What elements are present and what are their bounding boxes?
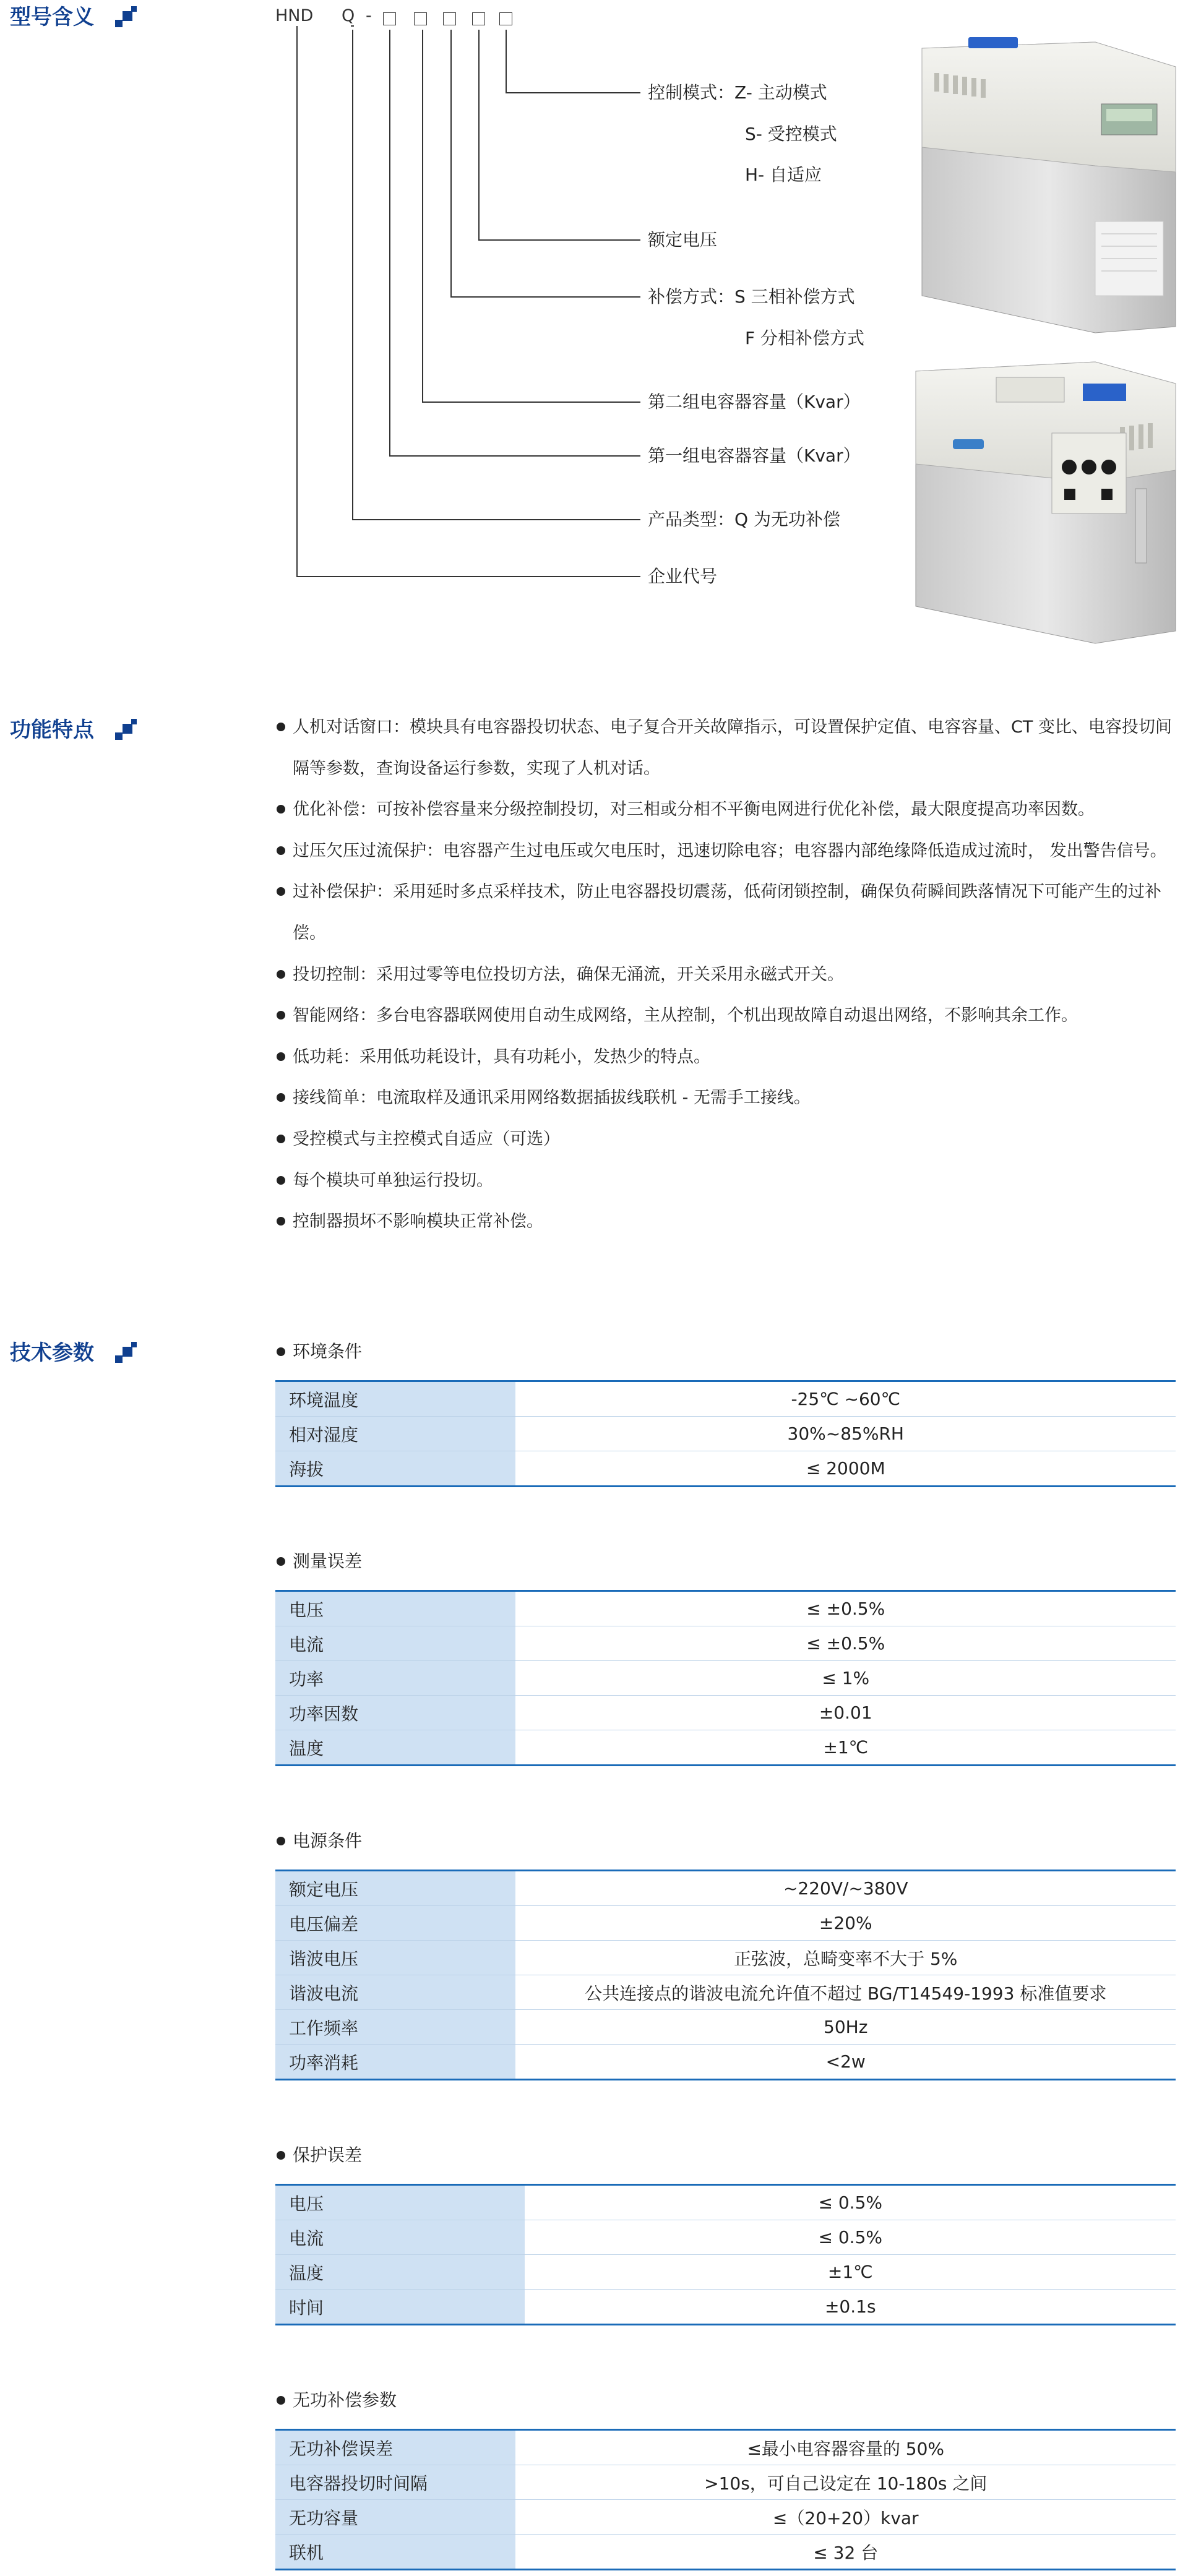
feature-item: 每个模块可单独运行投切。: [275, 1161, 1179, 1202]
table-row: [275, 1975, 1176, 2010]
param-label: 海拔: [275, 1451, 515, 1487]
section-title-features-text: 功能特点: [10, 718, 94, 742]
param-group-reactive-compensation: [275, 2388, 1176, 2563]
param-value: 正弦波，总畸变率不大于 5%: [515, 1941, 1176, 1975]
param-group-protection-error: [275, 2143, 1176, 2318]
param-label: 功率因数: [275, 1696, 515, 1730]
param-table: [275, 2184, 1176, 2325]
table-row: [275, 2185, 1176, 2220]
param-value: ±1℃: [515, 1730, 1176, 1766]
feature-item: 过压欠压过流保护：电容器产生过电压或欠电压时，迅速切除电容；电容器内部绝缘降低造成过流时， 发出警告信号。: [275, 831, 1179, 872]
legend-second-group-capacity: 第二组电容器容量（Kvar）: [648, 392, 861, 412]
table-row: [275, 1591, 1176, 1626]
legend-compensation-mode-f: F 分相补偿方式: [745, 328, 865, 348]
feature-item: 投切控制：采用过零等电位投切方法，确保无涌流，开关采用永磁式开关。: [275, 955, 1179, 996]
table-row: [275, 1626, 1176, 1661]
model-code-prefix: HND: [275, 6, 314, 25]
param-label: 谐波电压: [275, 1941, 515, 1975]
param-value: >10s，可自己设定在 10-180s 之间: [515, 2465, 1176, 2500]
param-label: 电压: [275, 2185, 525, 2220]
param-value: ≤ ±0.5%: [515, 1626, 1176, 1661]
feature-item: 优化补偿：可按补偿容量来分级控制投切，对三相或分相不平衡电网进行优化补偿，最大限度提高功率因数。: [275, 789, 1179, 831]
param-label: 工作频率: [275, 2010, 515, 2045]
legend-control-mode: 控制模式：Z- 主动模式: [648, 82, 827, 103]
param-value: ±0.01: [515, 1696, 1176, 1730]
param-group-title: 环境条件: [275, 1339, 1176, 1364]
table-row: [275, 1871, 1176, 1906]
param-group-power-supply: [275, 1829, 1176, 2073]
legend-rated-voltage: 额定电压: [648, 230, 718, 250]
param-group-title: 测量误差: [275, 1549, 1176, 1574]
feature-item: 低功耗：采用低功耗设计，具有功耗小，发热少的特点。: [275, 1037, 1179, 1078]
section-title-model-text: 型号含义: [10, 5, 94, 30]
legend-control-mode-h: H- 自适应: [745, 165, 822, 185]
param-label: 电流: [275, 2220, 525, 2255]
param-table: [275, 1380, 1176, 1487]
feature-list: [275, 707, 1179, 1243]
table-row: [275, 1696, 1176, 1730]
param-value: ~220V/~380V: [515, 1871, 1176, 1906]
table-row: [275, 2535, 1176, 2570]
param-value: 30%~85%RH: [515, 1417, 1176, 1451]
feature-item: 智能网络：多台电容器联网使用自动生成网络，主从控制，个机出现故障自动退出网络，不影响其余工作。: [275, 995, 1179, 1037]
table-row: [275, 2255, 1176, 2290]
table-row: [275, 1661, 1176, 1696]
param-value: ±1℃: [525, 2255, 1176, 2290]
product-image-capacitor-switch: [910, 359, 1182, 650]
legend-compensation-mode: 补偿方式：S 三相补偿方式: [648, 286, 855, 307]
table-row: [275, 2010, 1176, 2045]
model-code-dash: -: [366, 6, 372, 25]
param-value: <2w: [515, 2045, 1176, 2080]
table-row: [275, 1730, 1176, 1766]
feature-item: 控制器损坏不影响模块正常补偿。: [275, 1201, 1179, 1243]
section-bullet-icon: [115, 1342, 137, 1364]
param-label: 环境温度: [275, 1381, 515, 1417]
feature-item: 过补偿保护：采用延时多点采样技术，防止电容器投切震荡，低荷闭锁控制，确保负荷瞬间跌落情况下可能产生的过补偿。: [275, 872, 1179, 954]
feature-item: 受控模式与主控模式自适应（可选）: [275, 1119, 1179, 1161]
param-value: ≤ 0.5%: [525, 2220, 1176, 2255]
param-label: 电压: [275, 1591, 515, 1626]
param-value: ≤ 32 台: [515, 2535, 1176, 2570]
param-group-environment: [275, 1339, 1176, 1480]
table-row: [275, 2045, 1176, 2080]
table-row: [275, 2430, 1176, 2465]
table-row: [275, 2220, 1176, 2255]
param-value: ±20%: [515, 1906, 1176, 1941]
param-label: 温度: [275, 1730, 515, 1766]
param-value: ≤最小电容器容量的 50%: [515, 2430, 1176, 2465]
param-label: 无功容量: [275, 2500, 515, 2535]
param-group-title: 保护误差: [275, 2143, 1176, 2168]
param-label: 电流: [275, 1626, 515, 1661]
param-value: ≤ ±0.5%: [515, 1591, 1176, 1626]
param-label: 联机: [275, 2535, 515, 2570]
param-label: 时间: [275, 2290, 525, 2325]
feature-item: 人机对话窗口：模块具有电容器投切状态、电子复合开关故障指示，可设置保护定值、电容容量、CT 变比、电容投切间隔等参数，查询设备运行参数，实现了人机对话。: [275, 707, 1179, 789]
param-label: 额定电压: [275, 1871, 515, 1906]
feature-item: 接线简单：电流取样及通讯采用网络数据插拔线联机 - 无需手工接线。: [275, 1078, 1179, 1119]
param-value: ≤ 2000M: [515, 1451, 1176, 1487]
legend-enterprise-code: 企业代号: [648, 566, 718, 586]
table-row: [275, 1941, 1176, 1975]
param-value: ±0.1s: [525, 2290, 1176, 2325]
table-row: [275, 2500, 1176, 2535]
section-bullet-icon: [115, 719, 137, 741]
param-value: 公共连接点的谐波电流允许值不超过 BG/T14549-1993 标准值要求: [515, 1975, 1176, 2010]
param-table: [275, 1870, 1176, 2080]
param-label: 谐波电流: [275, 1975, 515, 2010]
param-label: 无功补偿误差: [275, 2430, 515, 2465]
table-row: [275, 2290, 1176, 2325]
param-label: 电容器投切时间隔: [275, 2465, 515, 2500]
param-label: 温度: [275, 2255, 525, 2290]
param-label: 电压偏差: [275, 1906, 515, 1941]
legend-first-group-capacity: 第一组电容器容量（Kvar）: [648, 445, 861, 466]
param-table: [275, 1590, 1176, 1766]
param-label: 功率消耗: [275, 2045, 515, 2080]
product-image-capacitor-display: [910, 36, 1182, 338]
param-label: 相对湿度: [275, 1417, 515, 1451]
param-value: -25℃ ~60℃: [515, 1381, 1176, 1417]
section-title-features: [10, 716, 137, 744]
param-group-title: 无功补偿参数: [275, 2388, 1176, 2413]
table-row: [275, 1417, 1176, 1451]
param-value: 50Hz: [515, 2010, 1176, 2045]
legend-product-type: 产品类型：Q 为无功补偿: [648, 509, 840, 530]
section-title-params-text: 技术参数: [10, 1341, 94, 1365]
param-label: 功率: [275, 1661, 515, 1696]
legend-control-mode-s: S- 受控模式: [745, 124, 837, 144]
table-row: [275, 1381, 1176, 1417]
table-row: [275, 1451, 1176, 1487]
table-row: [275, 1906, 1176, 1941]
table-row: [275, 2465, 1176, 2500]
model-code-q: Q: [342, 6, 355, 25]
param-value: ≤（20+20）kvar: [515, 2500, 1176, 2535]
param-value: ≤ 0.5%: [525, 2185, 1176, 2220]
param-group-title: 电源条件: [275, 1829, 1176, 1853]
param-group-measurement-error: [275, 1549, 1176, 1759]
param-value: ≤ 1%: [515, 1661, 1176, 1696]
section-title-params: [10, 1339, 137, 1367]
param-table: [275, 2429, 1176, 2570]
